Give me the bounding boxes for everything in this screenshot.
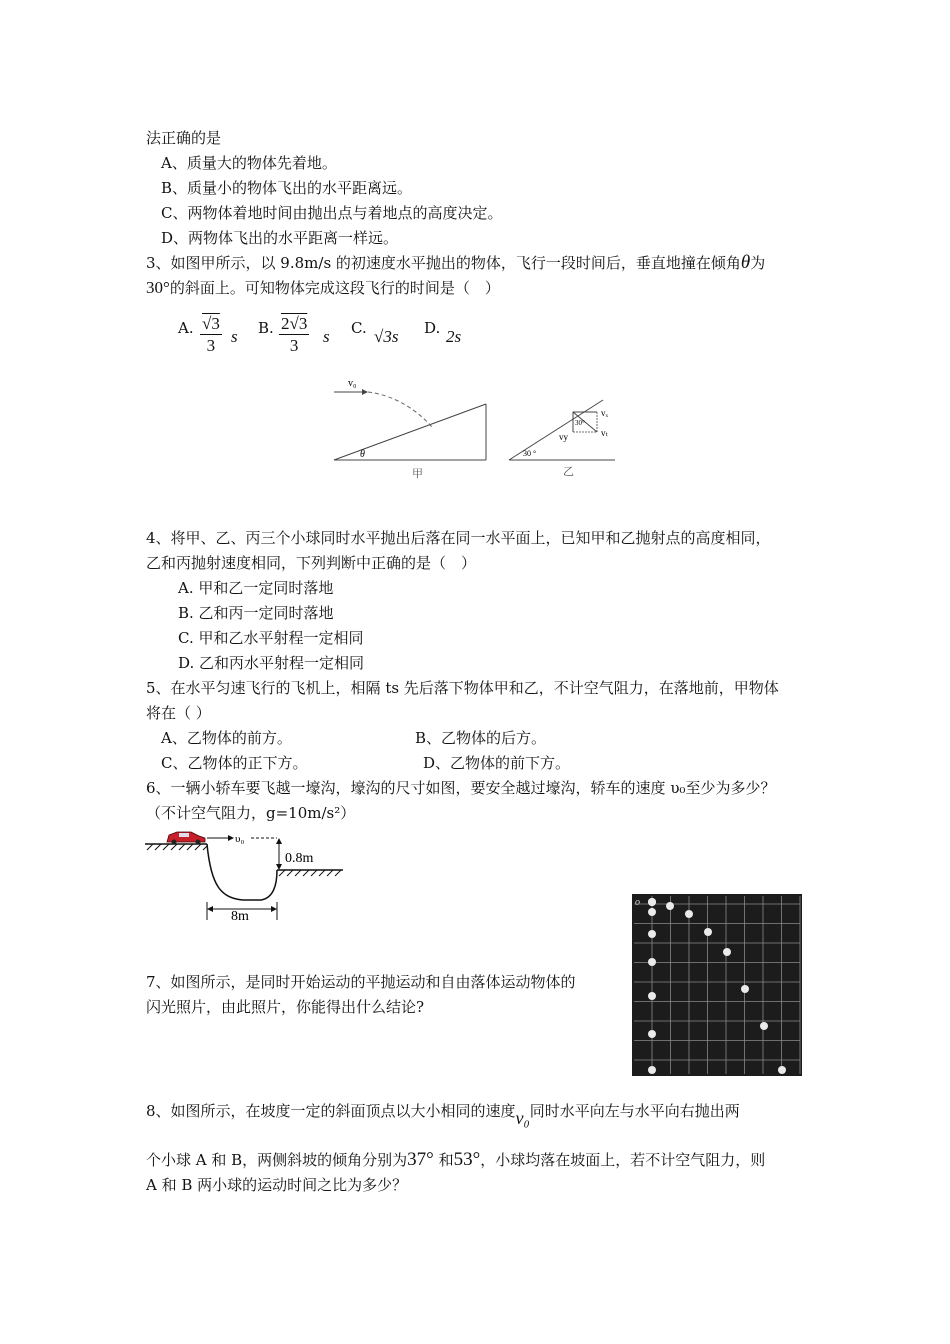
v0-label: v₀ (348, 378, 357, 389)
free-fall-ball (648, 1030, 656, 1038)
height-arrow-down (276, 864, 282, 870)
free-fall-ball (648, 930, 656, 938)
q7-stem-line2: 闪光照片，由此照片，你能得出什么结论? (146, 998, 425, 1016)
q3-opt-c-label: C. (351, 319, 367, 337)
q6-stem-line2: （不计空气阻力，g=10m/s²） (146, 804, 356, 822)
q7-flash-photo (632, 894, 802, 1076)
inner-angle-label: 30° (575, 419, 585, 427)
base-angle-label: 30 ° (523, 449, 537, 458)
q3-opt-b-label: B. (258, 319, 274, 337)
projectile-ball (778, 1066, 786, 1074)
vy-label: vy (559, 432, 568, 442)
projectile-ball (704, 928, 712, 936)
free-fall-ball (648, 958, 656, 966)
height-label: 0.8m (285, 851, 314, 866)
q3-figure-yi (505, 398, 625, 480)
q8-stem-line2: 个小球 A 和 B，两侧斜坡的倾角分别为37° 和53°，小球均落在坡面上，若不计空气阻力，则 (146, 1149, 766, 1170)
free-fall-ball (648, 992, 656, 1000)
q5-option-a: A、乙物体的前方。 (161, 729, 292, 747)
fig-jia-caption: 甲 (412, 467, 423, 480)
v0-arrowhead (228, 835, 234, 841)
width-arrow-right (271, 906, 277, 912)
theta-label: θ (360, 449, 365, 460)
q5-option-c: C、乙物体的正下方。 (161, 754, 308, 772)
q3-stem-line2: 30°的斜面上。可知物体完成这段飞行的时间是（ ） (146, 278, 500, 297)
width-arrow-left (207, 906, 213, 912)
projectile-ball (741, 985, 749, 993)
q6-stem-line1: 6、一辆小轿车要飞越一壕沟，壕沟的尺寸如图，要安全越过壕沟，轿车的速度 υ₀至少为多少？ (146, 779, 776, 797)
q2-stem-end: 法正确的是 (146, 129, 222, 147)
q5-option-d: D、乙物体的前下方。 (423, 754, 571, 772)
q2-option-c: C、两物体着地时间由抛出点与着地点的高度决定。 (161, 204, 503, 222)
q4-option-d: D. 乙和丙水平射程一定相同 (178, 654, 365, 672)
projectile-ball (666, 902, 674, 910)
q3-opt-c-value: √3s (374, 327, 399, 346)
projectile-ball (760, 1022, 768, 1030)
q8-stem-line3: A 和 B 两小球的运动时间之比为多少？ (146, 1176, 408, 1194)
q3-stem-line1: 3、如图甲所示，以 9.8m/s 的初速度水平抛出的物体，飞行一段时间后，垂直地撞在倾角θ为 (146, 252, 766, 273)
q3-figure-jia (330, 372, 500, 482)
projectile-ball (723, 948, 731, 956)
width-label: 8m (231, 909, 249, 922)
q6-ditch-figure (143, 826, 348, 922)
q2-option-a: A、质量大的物体先着地。 (161, 154, 337, 172)
v0-label: υ₀ (235, 833, 245, 845)
q2-option-d: D、两物体飞出的水平距离一样远。 (161, 229, 399, 247)
car-icon (167, 832, 205, 845)
q5-stem-line2: 将在（ ） (146, 704, 211, 722)
q3-opt-a-unit: s (231, 327, 238, 346)
free-fall-ball (648, 1066, 656, 1074)
free-fall-ball (648, 908, 656, 916)
fig-yi-caption: 乙 (563, 465, 574, 478)
ditch-outline (207, 844, 277, 900)
q5-stem-line1: 5、在水平匀速飞行的飞机上，相隔 ts 先后落下物体甲和乙，不计空气阻力，在落地前，甲物体 (146, 679, 779, 697)
q4-stem-line2: 乙和丙抛射速度相同，下列判断中正确的是（ ） (146, 554, 477, 572)
q2-option-b: B、质量小的物体飞出的水平距离远。 (161, 179, 413, 197)
photo-origin-label: o (635, 897, 640, 908)
right-ground-hatch (279, 870, 341, 876)
v0-arrowhead (362, 389, 368, 395)
projectile-ball (685, 910, 693, 918)
q4-option-b: B. 乙和丙一定同时落地 (178, 604, 334, 622)
vt-label: vₜ (601, 428, 609, 438)
q3-opt-b-fraction: $\frac{2√3}{3}$ (281, 314, 308, 355)
trajectory-path (368, 392, 432, 427)
q3-opt-d-value: 2s (446, 327, 462, 346)
vx-label: vₓ (601, 408, 609, 418)
q3-opt-a-label: A. (178, 319, 194, 337)
q5-option-b: B、乙物体的后方。 (415, 729, 547, 747)
q4-option-c: C. 甲和乙水平射程一定相同 (178, 629, 364, 647)
photo-background (632, 894, 802, 1076)
incline-surface (334, 404, 486, 460)
q3-opt-d-label: D. (424, 319, 441, 337)
projectile-ball (648, 898, 656, 906)
q7-stem-line1: 7、如图所示，是同时开始运动的平抛运动和自由落体运动物体的 (146, 973, 576, 991)
q3-opt-a-fraction: $\frac{√3}{3}$ (202, 314, 220, 355)
height-arrow-up (276, 838, 282, 844)
left-ground-hatch (147, 844, 207, 850)
q3-opt-b-unit: s (323, 327, 330, 346)
q8-stem-line1: 8、如图所示，在坡度一定的斜面顶点以大小相同的速度v₀同时水平向左与水平向右抛出两 (146, 1102, 740, 1128)
q4-option-a: A. 甲和乙一定同时落地 (178, 579, 334, 597)
q4-stem-line1: 4、将甲、乙、丙三个小球同时水平抛出后落在同一水平面上，已知甲和乙抛射点的高度相同， (146, 529, 771, 547)
